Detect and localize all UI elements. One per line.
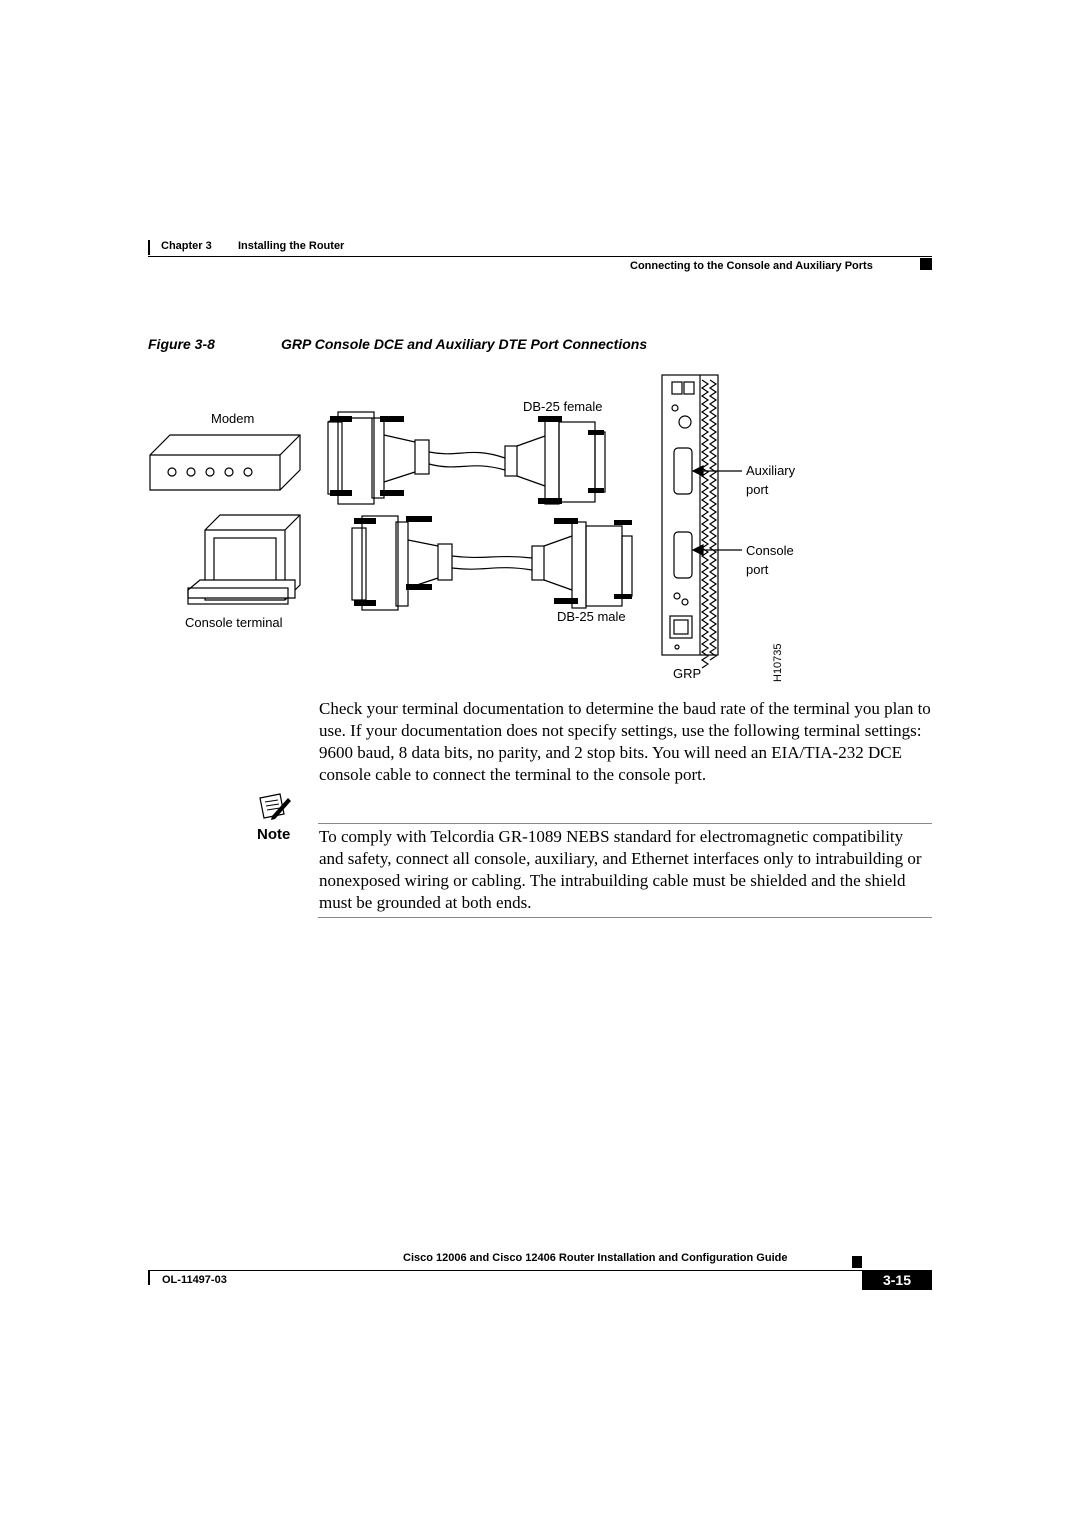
chapter-label: Chapter 3 <box>161 240 212 252</box>
grp-panel <box>662 375 718 668</box>
section-title: Connecting to the Console and Auxiliary Ports <box>630 260 873 272</box>
footer-doc-number: OL-11497-03 <box>162 1274 227 1286</box>
footer-left-bar <box>148 1271 150 1285</box>
figure-title: GRP Console DCE and Auxiliary DTE Port Connections <box>281 336 648 352</box>
note-label: Note <box>257 826 291 843</box>
auxiliary-port-label-line1: Auxiliary <box>746 463 796 478</box>
modem-label: Modem <box>211 411 255 426</box>
footer-page-number: 3-15 <box>862 1270 932 1290</box>
pencil-note-icon <box>258 792 292 822</box>
footer-rule <box>148 1270 932 1271</box>
console-port-label-line1: Console <box>746 543 794 558</box>
db25-female-label: DB-25 female <box>523 399 603 414</box>
note-top-rule <box>318 823 932 824</box>
connector-screws <box>330 416 632 606</box>
footer-guide-title: Cisco 12006 and Cisco 12406 Router Installation and Configuration Guide <box>403 1252 788 1264</box>
upper-cable <box>328 412 605 504</box>
body-paragraph: Check your terminal documentation to determine the baud rate of the terminal you plan to use. If your documentation does not specify settings, use the following terminal settings: 9600 baud, 8 data bits, no parity, and 2 stop bits. You will need an EIA/TIA-232 DCE console cable to connect the terminal to the console port. <box>319 699 931 784</box>
auxiliary-port-label-line2: port <box>746 482 769 497</box>
connection-diagram <box>140 360 840 690</box>
chapter-title: Installing the Router <box>238 240 345 252</box>
console-port-label-line2: port <box>746 562 769 577</box>
header-left-bar <box>148 240 150 255</box>
console-terminal-label: Console terminal <box>185 615 283 630</box>
figure-number: Figure 3-8 <box>148 336 215 352</box>
figure-id-label: H10735 <box>772 643 784 682</box>
modem-illustration <box>150 435 300 490</box>
lower-cable <box>352 516 632 610</box>
footer-marker <box>852 1256 862 1268</box>
db25-male-label: DB-25 male <box>557 609 626 624</box>
note-text: To comply with Telcordia GR-1089 NEBS standard for electromagnetic compatibility and safety, connect all console, auxiliary, and Ethernet interfaces only to intrabuilding or nonexposed wiring or cabling. The intrabuilding cable must be shielded and the shield must be grounded at both ends. <box>319 827 922 912</box>
header-marker <box>920 258 932 270</box>
console-terminal-illustration <box>188 515 300 604</box>
note-bottom-rule <box>318 917 932 918</box>
header-rule <box>148 256 932 257</box>
grp-label: GRP <box>673 666 702 681</box>
